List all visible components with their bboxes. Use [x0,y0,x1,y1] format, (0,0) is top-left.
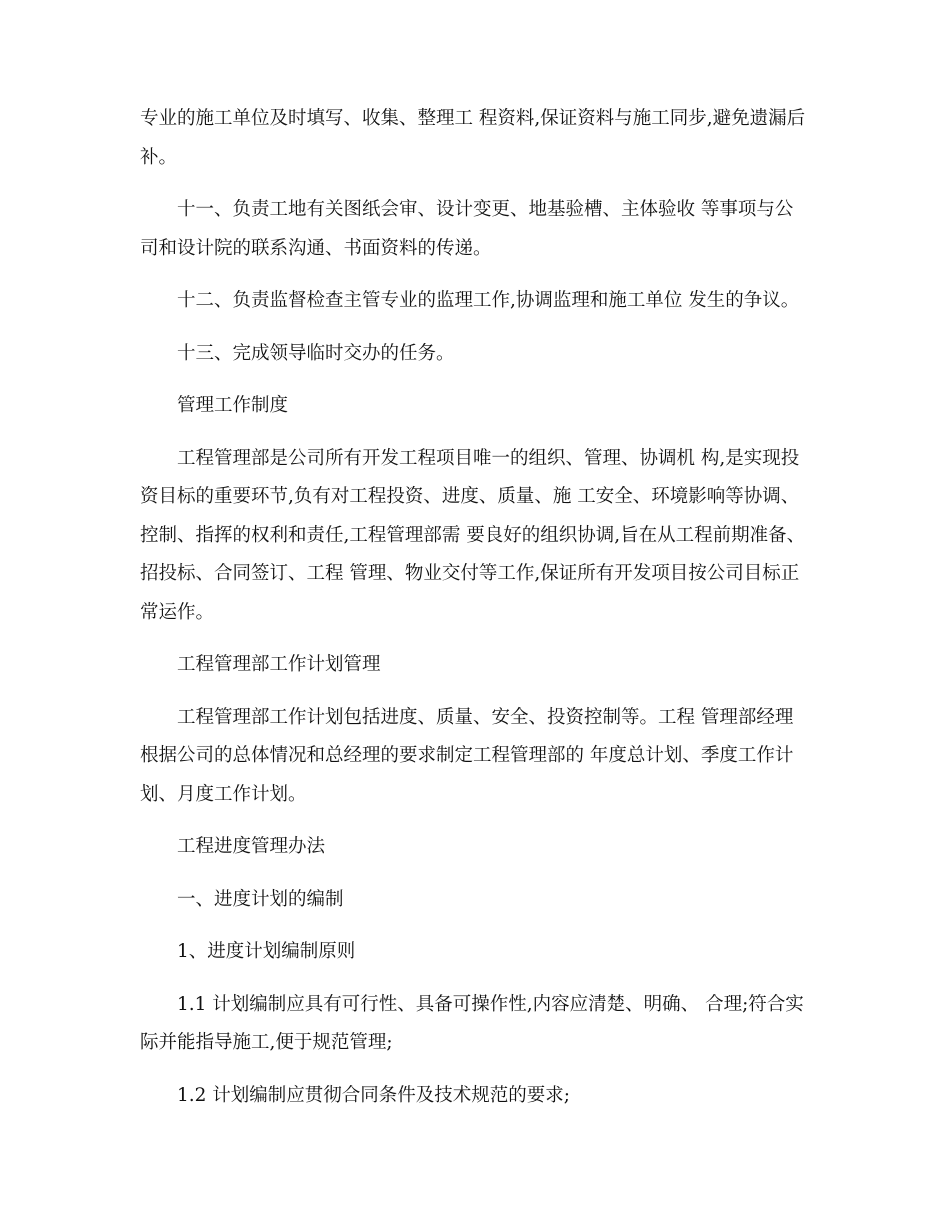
paragraph-work-plan: 工程管理部工作计划包括进度、质量、安全、投资控制等。工程 管理部经理根据公司的总体情况和总经理的要求制定工程管理部的 年度总计划、季度工作计划、月度工作计划。 [140,706,794,805]
paragraph-item-13: 十三、完成领导临时交办的任务。 [177,342,455,364]
section-heading-progress-management: 工程进度管理办法 [177,836,326,857]
section-heading-management-system: 管理工作制度 [177,395,289,416]
subheading-plan-compilation: 一、进度计划的编制 [177,888,344,910]
subheading-compilation-principles: 1、进度计划编制原则 [177,941,356,962]
paragraph-department-role: 工程管理部是公司所有开发工程项目唯一的组织、管理、协调机 构,是实现投资目标的重要环节,负有对工程投资、进度、质量、施 工安全、环境影响等协调、控制、指挥的权利和责任,工程管理部需 要良好的组织协调,旨在从工程前期准备、招投标、合同签订、工程 管理、物业交付等工作,保证所有开发项目按公司目标正常运作。 [140,447,806,623]
section-heading-work-plan: 工程管理部工作计划管理 [177,654,381,675]
document-body [140,100,810,1129]
paragraph-continuation: 专业的施工单位及时填写、收集、整理工 程资料,保证资料与施工同步,避免遗漏后补。 [140,108,806,168]
paragraph-item-12: 十二、负责监督检查主管专业的监理工作,协调监理和施工单位 发生的争议。 [177,290,800,311]
paragraph-principle-1-2: 1.2 计划编制应贯彻合同条件及技术规范的要求; [177,1084,571,1106]
paragraph-principle-1-1: 1.1 计划编制应具有可行性、具备可操作性,内容应清楚、明确、 合理;符合实际并能指导施工,便于规范管理; [140,993,804,1053]
paragraph-item-11: 十一、负责工地有关图纸会审、设计变更、地基验槽、主体验收 等事项与公司和设计院的联系沟通、书面资料的传递。 [140,199,794,259]
